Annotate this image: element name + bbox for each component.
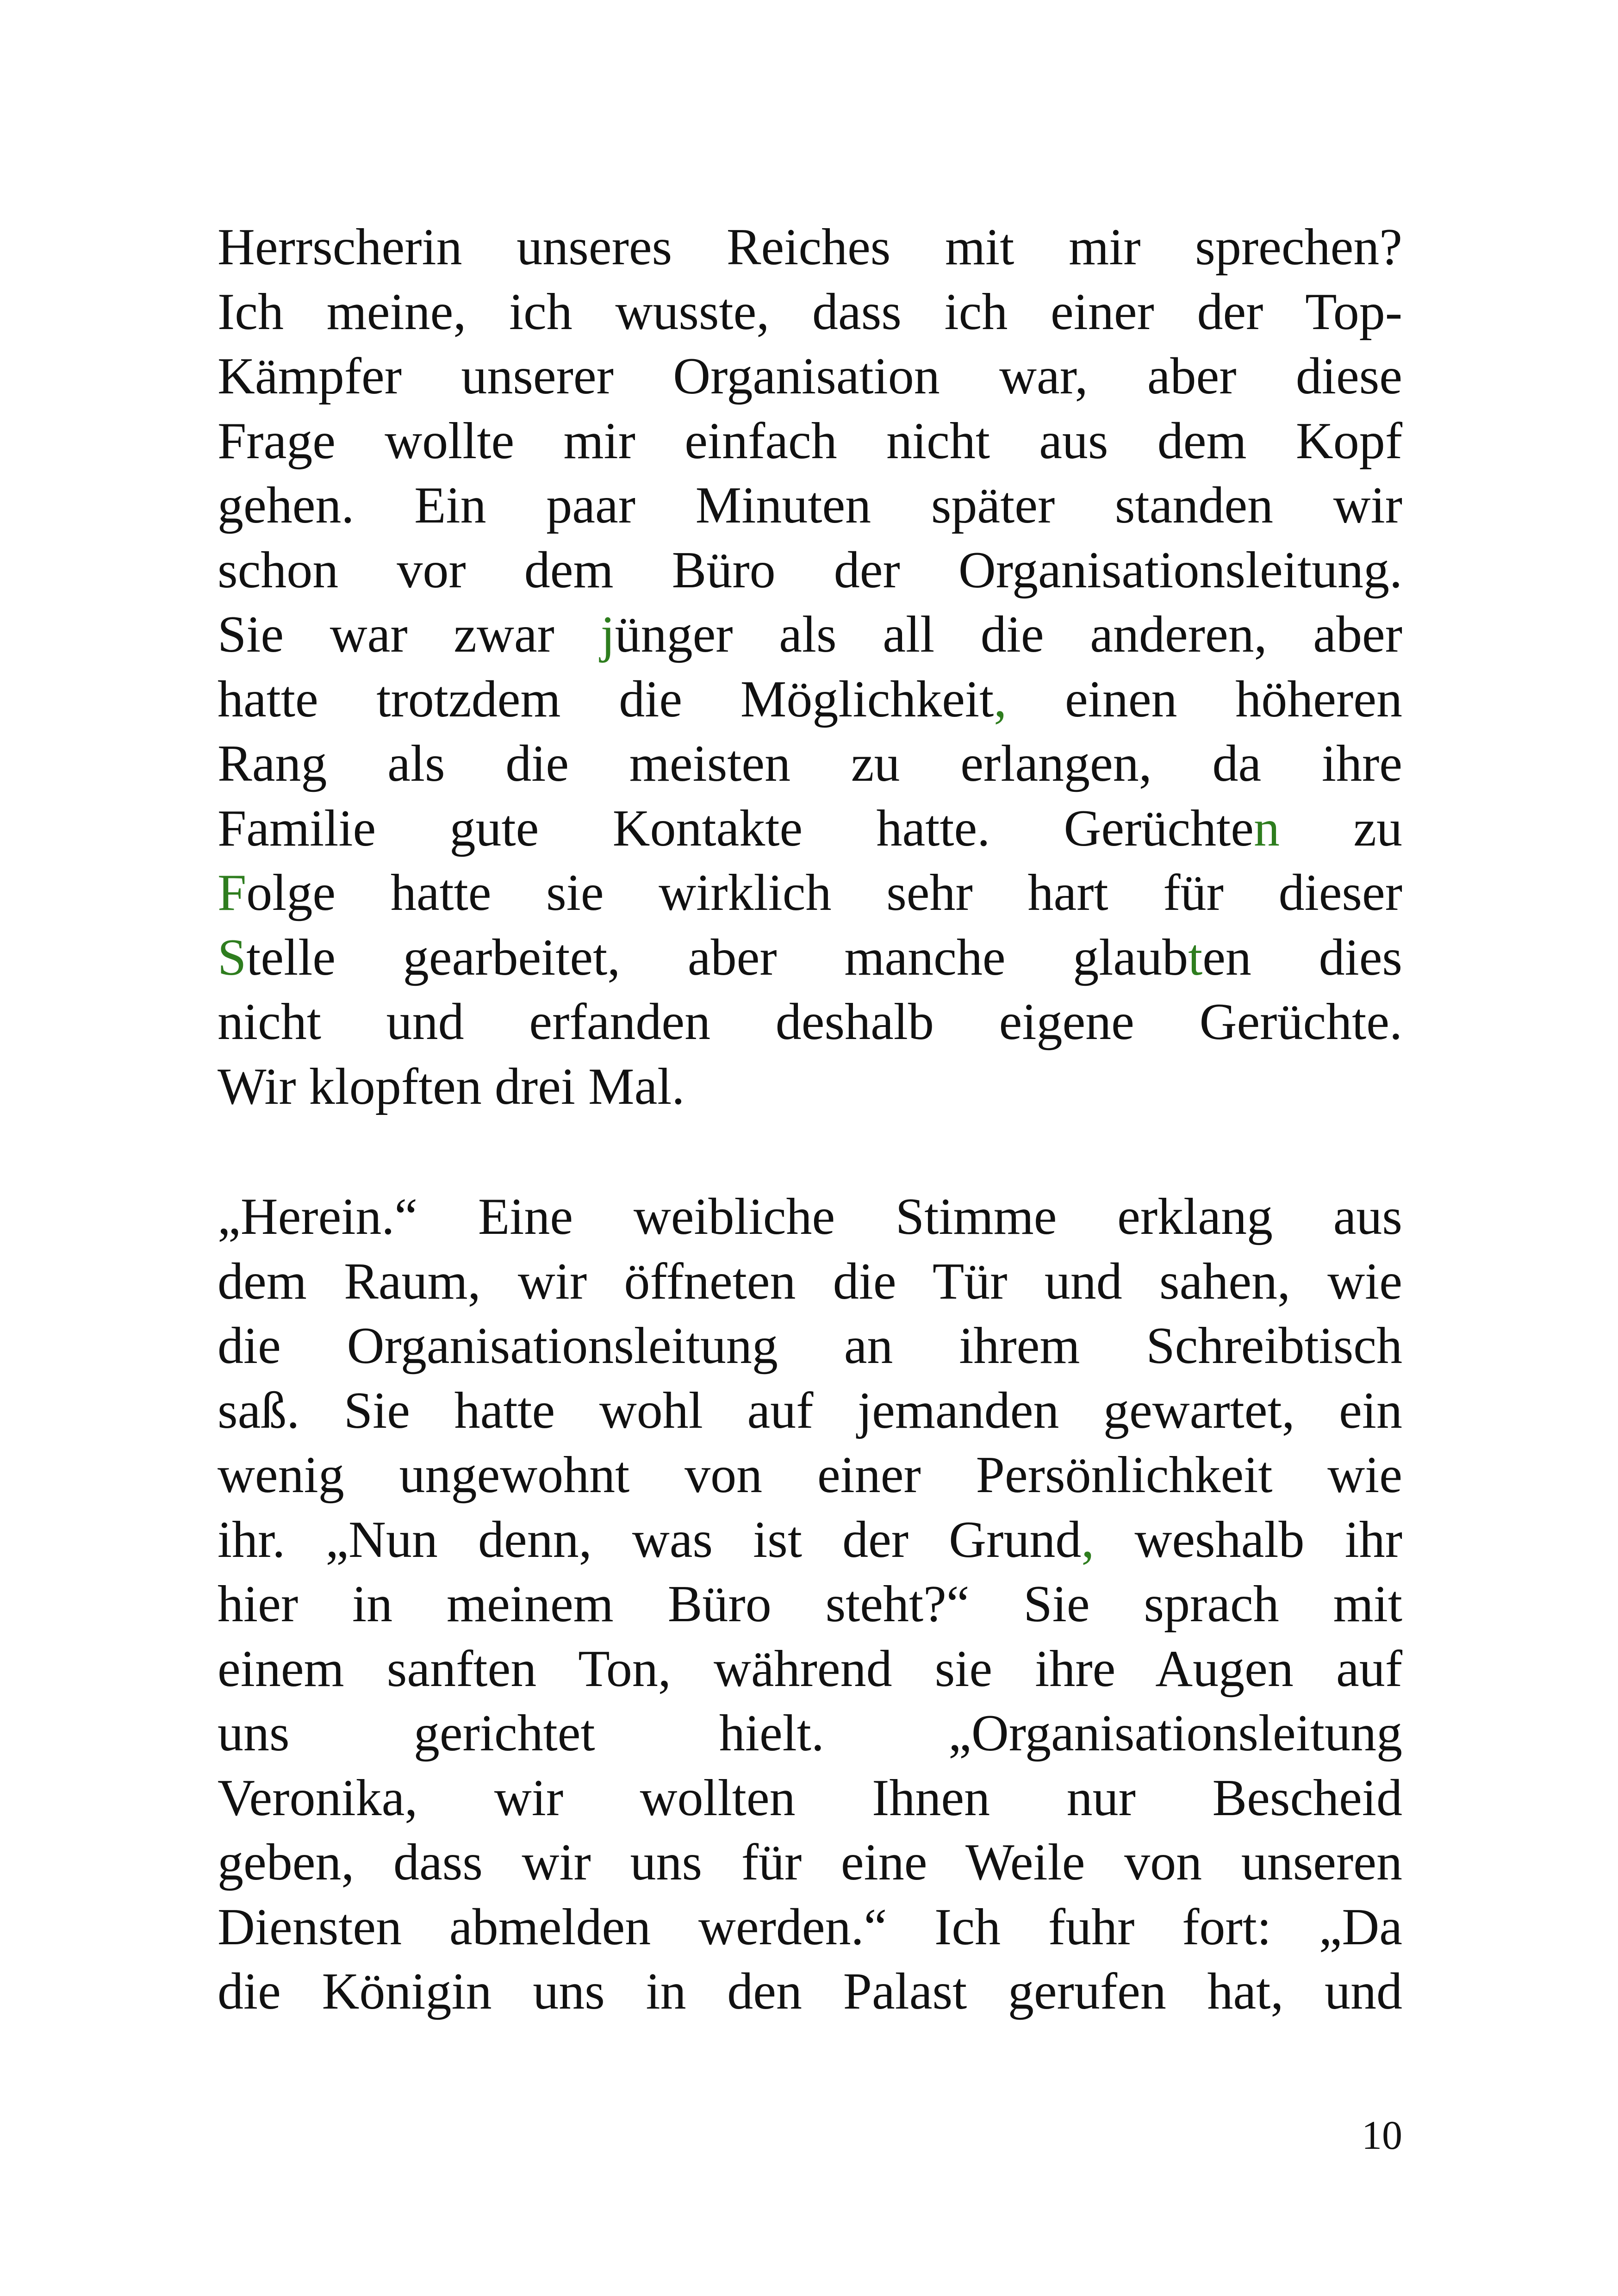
text-line	[218, 732, 1402, 796]
text-segment: Familie gute Kontakte hatte. Gerüchte	[218, 799, 1254, 857]
text-segment: Kämpfer unserer Organisation war, aber diese	[218, 348, 1402, 405]
text-line	[218, 1701, 1402, 1766]
text-segment: uns gerichtet hielt. „Organisationsleitung	[218, 1705, 1402, 1762]
text-line	[218, 409, 1402, 474]
highlighted-text: F	[218, 864, 247, 921]
text-segment: einem sanften Ton, während sie ihre Augen auf	[218, 1640, 1402, 1698]
text-segment: einen höheren	[1007, 670, 1403, 728]
text-segment: schon vor dem Büro der Organisationsleitung.	[218, 541, 1402, 599]
highlighted-text: t	[1188, 928, 1203, 986]
text-line	[218, 538, 1402, 603]
text-segment: nicht und erfanden deshalb eigene Gerüchte.	[218, 993, 1402, 1051]
text-segment: hier in meinem Büro steht?“ Sie sprach mit	[218, 1575, 1402, 1633]
highlighted-text: ,	[1081, 1511, 1095, 1568]
text-segment: die Organisationsleitung an ihrem Schreibtisch	[218, 1317, 1402, 1375]
text-segment: telle gearbeitet, aber manche glaub	[246, 928, 1189, 986]
text-segment: ihr. „Nun denn, was ist der Grund	[218, 1511, 1082, 1568]
text-line	[218, 1250, 1402, 1314]
text-segment: Veronika, wir wollten Ihnen nur Bescheid	[218, 1769, 1402, 1827]
text-line	[218, 926, 1402, 990]
text-line	[218, 667, 1402, 732]
text-line	[218, 1572, 1402, 1637]
text-segment: saß. Sie hatte wohl auf jemanden gewartet, ein	[218, 1381, 1402, 1439]
text-line	[218, 861, 1402, 926]
page-number: 10	[1362, 2113, 1402, 2158]
text-line	[218, 1185, 1402, 1250]
text-segment: en dies	[1202, 928, 1403, 986]
text-line	[218, 1830, 1402, 1895]
paragraph-2	[218, 1185, 1402, 2024]
text-segment: dem Raum, wir öffneten die Tür und sahen, wie	[218, 1252, 1402, 1310]
text-line	[218, 1508, 1402, 1573]
text-line	[218, 1379, 1402, 1444]
text-segment: Sie war zwar	[218, 606, 601, 663]
text-line	[218, 1314, 1402, 1379]
text-line	[218, 990, 1402, 1055]
text-segment: zu	[1279, 799, 1402, 857]
paragraph-1	[218, 215, 1402, 1119]
text-line	[218, 1766, 1402, 1831]
text-line	[218, 215, 1402, 280]
text-segment: Wir klopften drei Mal.	[218, 1058, 685, 1115]
text-segment: weshalb ihr	[1094, 1511, 1402, 1568]
text-segment: gehen. Ein paar Minuten später standen wir	[218, 477, 1402, 534]
text-segment: Rang als die meisten zu erlangen, da ihre	[218, 735, 1402, 792]
text-segment: Ich meine, ich wusste, dass ich einer der Top-	[218, 283, 1402, 341]
text-segment: wenig ungewohnt von einer Persönlichkeit wie	[218, 1446, 1402, 1504]
highlighted-text: n	[1253, 799, 1280, 857]
text-line	[218, 1443, 1402, 1508]
text-segment: Herrscherin unseres Reiches mit mir sprechen?	[218, 218, 1402, 276]
highlighted-text: j	[600, 606, 615, 663]
text-line	[218, 1055, 1402, 1120]
text-line	[218, 1895, 1402, 1960]
text-segment: die Königin uns in den Palast gerufen hat, und	[218, 1963, 1402, 2020]
highlighted-text: S	[218, 928, 247, 986]
text-segment: ünger als all die anderen, aber	[615, 606, 1403, 663]
text-line	[218, 1960, 1402, 2024]
text-segment: hatte trotzdem die Möglichkeit	[218, 670, 994, 728]
text-segment: Frage wollte mir einfach nicht aus dem Kopf	[218, 412, 1402, 470]
text-line	[218, 280, 1402, 345]
text-segment: „Herein.“ Eine weibliche Stimme erklang aus	[218, 1188, 1402, 1245]
highlighted-text: ,	[994, 670, 1007, 728]
text-line	[218, 473, 1402, 538]
text-line	[218, 796, 1402, 861]
text-segment: Diensten abmelden werden.“ Ich fuhr fort: „Da	[218, 1898, 1402, 1956]
text-segment: olge hatte sie wirklich sehr hart für dieser	[246, 864, 1402, 921]
text-line	[218, 1637, 1402, 1702]
text-segment: geben, dass wir uns für eine Weile von unseren	[218, 1834, 1402, 1891]
text-line	[218, 603, 1402, 667]
text-line	[218, 344, 1402, 409]
